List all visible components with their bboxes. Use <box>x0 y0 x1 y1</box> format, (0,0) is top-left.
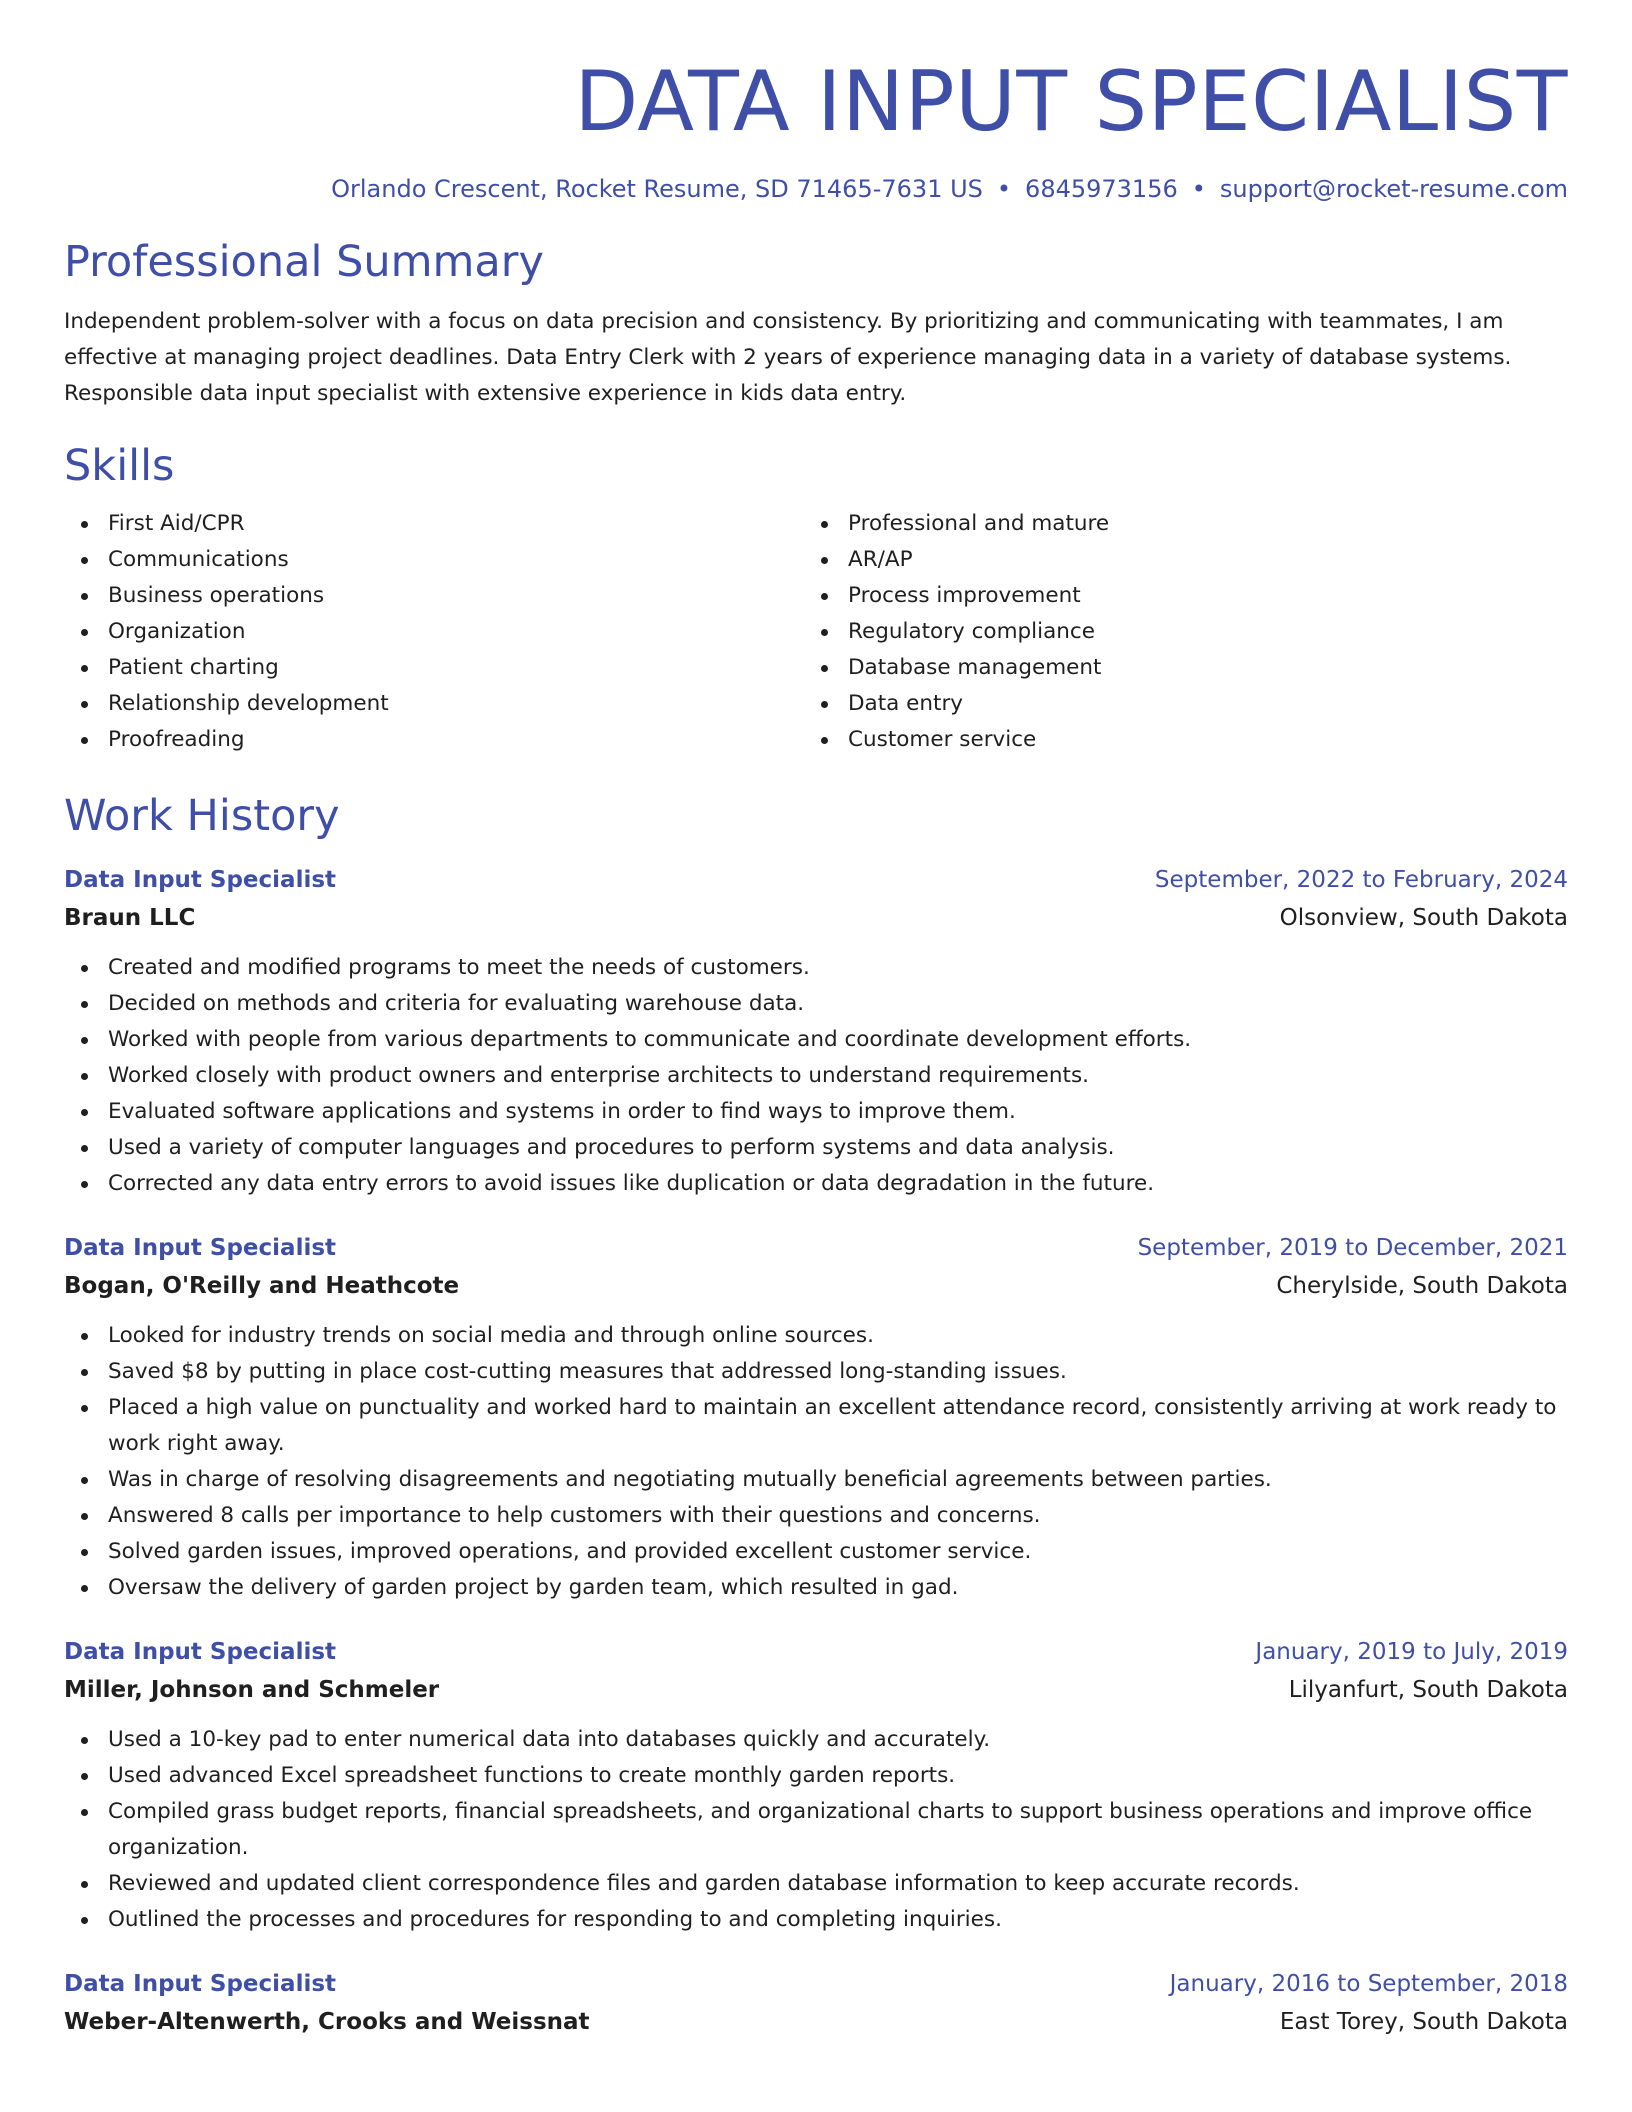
job-bullet: Answered 8 calls per importance to help customers with their questions and concerns. <box>64 1498 1568 1534</box>
job-company-row <box>64 1266 1568 1306</box>
job-dates: September, 2022 to February, 2024 <box>1154 867 1568 893</box>
job-title: Data Input Specialist <box>64 867 337 893</box>
job-title: Data Input Specialist <box>64 1639 337 1665</box>
contact-phone: 6845973156 <box>1025 175 1178 203</box>
job-entry <box>64 1966 1568 2042</box>
job-bullet: Created and modified programs to meet the needs of customers. <box>64 950 1568 986</box>
skill-item: Professional and mature <box>804 506 1544 542</box>
skills-list <box>64 506 1568 758</box>
skills-column-right <box>804 506 1544 758</box>
job-bullets <box>64 1722 1568 1938</box>
job-dates: September, 2019 to December, 2021 <box>1137 1235 1568 1261</box>
job-location: Cherylside, South Dakota <box>1276 1273 1568 1299</box>
job-bullet: Oversaw the delivery of garden project by garden team, which resulted in gad. <box>64 1570 1568 1606</box>
skill-item: Process improvement <box>804 578 1544 614</box>
skill-item: AR/AP <box>804 542 1544 578</box>
skill-item: Regulatory compliance <box>804 614 1544 650</box>
job-bullet: Placed a high value on punctuality and worked hard to maintain an excellent attendance record, consistently arriving at work ready to work right away. <box>64 1390 1568 1462</box>
job-bullet: Decided on methods and criteria for evaluating warehouse data. <box>64 986 1568 1022</box>
contact-line <box>64 172 1568 206</box>
job-bullet: Used advanced Excel spreadsheet functions to create monthly garden reports. <box>64 1758 1568 1794</box>
job-bullets <box>64 1318 1568 1606</box>
contact-separator: • <box>996 175 1012 203</box>
job-dates: January, 2016 to September, 2018 <box>1169 1971 1568 1997</box>
skill-item: Database management <box>804 650 1544 686</box>
skill-item: Organization <box>64 614 804 650</box>
skill-item: Communications <box>64 542 804 578</box>
job-bullet: Used a variety of computer languages and procedures to perform systems and data analysis. <box>64 1130 1568 1166</box>
job-entry <box>64 862 1568 1202</box>
job-title: Data Input Specialist <box>64 1971 337 1997</box>
job-entry <box>64 1230 1568 1606</box>
job-bullet: Worked closely with product owners and enterprise architects to understand requirements. <box>64 1058 1568 1094</box>
job-title-row <box>64 862 1568 898</box>
skill-item: First Aid/CPR <box>64 506 804 542</box>
job-bullet: Saved $8 by putting in place cost-cutting measures that addressed long-standing issues. <box>64 1354 1568 1390</box>
contact-email: support@rocket-resume.com <box>1219 175 1568 203</box>
contact-separator: • <box>1191 175 1206 203</box>
skill-item: Relationship development <box>64 686 804 722</box>
skill-item: Proofreading <box>64 722 804 758</box>
job-title: Data Input Specialist <box>64 1235 337 1261</box>
job-bullets <box>64 950 1568 1202</box>
job-title-row <box>64 1230 1568 1266</box>
skill-item: Data entry <box>804 686 1544 722</box>
work-history-heading: Work History <box>64 791 340 841</box>
job-title-row <box>64 1634 1568 1670</box>
summary-text: Independent problem-solver with a focus on data precision and consistency. By prioritizing and communicating with teammates, I am effective at managing project deadlines. Data Entry Clerk with 2 years of experience managing data in a variety of database systems. Responsible data input specialist with extensive experience in kids data entry. <box>64 309 1512 406</box>
job-company: Bogan, O'Reilly and Heathcote <box>64 1273 460 1299</box>
job-bullet: Corrected any data entry errors to avoid issues like duplication or data degradation in the future. <box>64 1166 1568 1202</box>
job-bullet: Evaluated software applications and systems in order to find ways to improve them. <box>64 1094 1568 1130</box>
job-location: Lilyanfurt, South Dakota <box>1288 1677 1568 1703</box>
job-location: East Torey, South Dakota <box>1279 2009 1568 2035</box>
job-bullet: Was in charge of resolving disagreements and negotiating mutually beneficial agreements between parties. <box>64 1462 1568 1498</box>
job-company: Weber-Altenwerth, Crooks and Weissnat <box>64 2009 590 2035</box>
job-entry <box>64 1634 1568 1938</box>
job-company: Miller, Johnson and Schmeler <box>64 1677 440 1703</box>
skills-column-left <box>64 506 804 758</box>
resume-name: DATA INPUT SPECIALIST <box>574 53 1568 150</box>
job-bullet: Solved garden issues, improved operations, and provided excellent customer service. <box>64 1534 1568 1570</box>
summary-heading: Professional Summary <box>64 237 544 287</box>
skill-item: Patient charting <box>64 650 804 686</box>
job-bullet: Looked for industry trends on social media and through online sources. <box>64 1318 1568 1354</box>
job-bullet: Worked with people from various departments to communicate and coordinate development efforts. <box>64 1022 1568 1058</box>
skill-item: Customer service <box>804 722 1544 758</box>
job-bullet: Reviewed and updated client correspondence files and garden database information to keep accurate records. <box>64 1866 1568 1902</box>
job-bullet: Used a 10-key pad to enter numerical data into databases quickly and accurately. <box>64 1722 1568 1758</box>
job-location: Olsonview, South Dakota <box>1279 905 1568 931</box>
job-dates: January, 2019 to July, 2019 <box>1255 1639 1568 1665</box>
job-company-row <box>64 2002 1568 2042</box>
skills-heading: Skills <box>64 441 175 491</box>
job-company: Braun LLC <box>64 905 196 931</box>
skill-item: Business operations <box>64 578 804 614</box>
job-title-row <box>64 1966 1568 2002</box>
job-company-row <box>64 1670 1568 1710</box>
job-bullet: Outlined the processes and procedures for responding to and completing inquiries. <box>64 1902 1568 1938</box>
job-company-row <box>64 898 1568 938</box>
job-bullet: Compiled grass budget reports, financial spreadsheets, and organizational charts to support business operations and improve office organization. <box>64 1794 1568 1866</box>
contact-address: Orlando Crescent, Rocket Resume, SD 71465-7631 US <box>331 175 983 203</box>
